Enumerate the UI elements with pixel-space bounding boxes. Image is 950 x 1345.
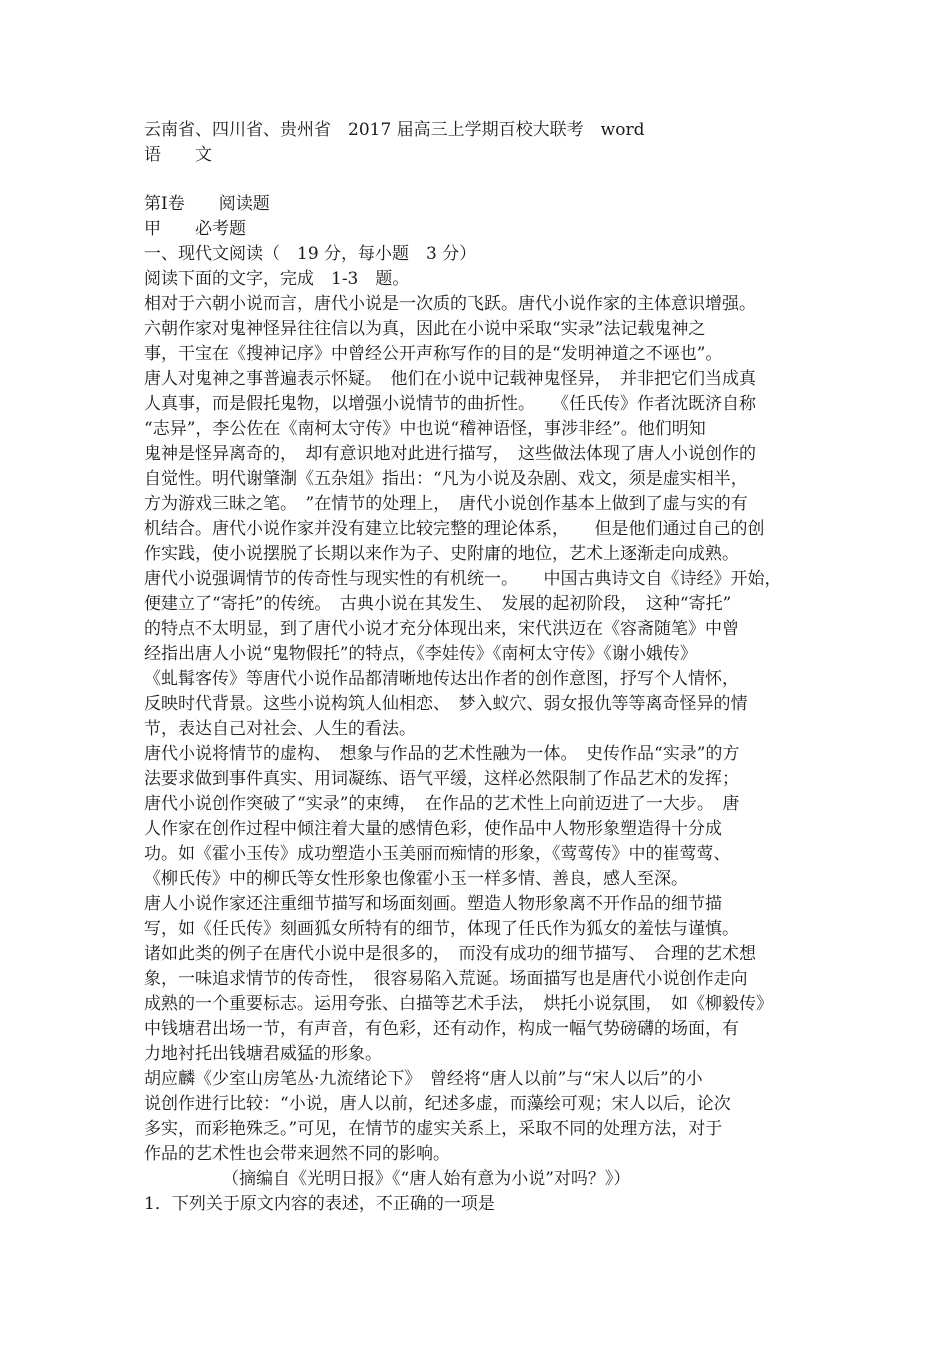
passage-line: 写，如《任氏传》刻画狐女所特有的细节，体现了任氏作为狐女的羞怯与谨慎。 [144,919,739,939]
passage-line: 唐人对鬼神之事普遍表示怀疑。 他们在小说中记载神鬼怪异， 并非把它们当成真 [144,369,756,389]
reading-instruction: 阅读下面的文字，完成 1-3 题。 [144,269,410,289]
volume-heading: 第Ⅰ卷 阅读题 [144,194,270,214]
passage-line: 胡应麟《少室山房笔丛·九流绪论下》 曾经将“唐人以前”与“宋人以后”的小 [144,1069,703,1089]
passage-line: 人真事，而是假托鬼物，以增强小说情节的曲折性。 《任氏传》作者沈既济自称 [144,394,756,414]
passage-line: 成熟的一个重要标志。运用夸张、白描等艺术手法， 烘托小说氛围， 如《柳毅传》 [144,994,773,1014]
passage-line: 《虬髯客传》等唐代小说作品都清晰地传达出作者的创作意图，抒写个人情怀， [144,669,739,689]
question-1-stem: 1．下列关于原文内容的表述，不正确的一项是 [144,1194,495,1214]
passage-line: 事，干宝在《搜神记序》中曾经公开声称写作的目的是“发明神道之不诬也”。 [144,344,723,364]
passage-line: 的特点不太明显，到了唐代小说才充分体现出来，宋代洪迈在《容斋随笔》中曾 [144,619,739,639]
passage-line: 说创作进行比较：“小说，唐人以前，纪述多虚，而藻绘可观；宋人以后，论次 [144,1094,731,1114]
passage-line: 鬼神是怪异离奇的， 却有意识地对此进行描写， 这些做法体现了唐人小说创作的 [144,444,756,464]
passage-line: 唐代小说创作突破了“实录”的束缚， 在作品的艺术性上向前迈进了一大步。 唐 [144,794,740,814]
passage-line: 反映时代背景。这些小说构筑人仙相恋、 梦入蚁穴、弱女报仇等等离奇怪异的情 [144,694,748,714]
passage-line: 法要求做到事件真实、用词凝练、语气平缓，这样必然限制了作品艺术的发挥； [144,769,739,789]
passage-line: 相对于六朝小说而言，唐代小说是一次质的飞跃。唐代小说作家的主体意识增强。 [144,294,756,314]
subject-label: 语 文 [144,145,212,165]
passage-line: 力地衬托出钱塘君威猛的形象。 [144,1044,382,1064]
passage-line: 方为游戏三昧之笔。 ”在情节的处理上， 唐代小说创作基本上做到了虚与实的有 [144,494,748,514]
passage-line: 六朝作家对鬼神怪异往往信以为真，因此在小说中采取“实录”法记载鬼神之 [144,319,706,339]
question-group-heading: 一、现代文阅读（ 19 分，每小题 3 分） [144,244,477,264]
document-title: 云南省、四川省、贵州省 2017 届高三上学期百校大联考 word [144,120,645,140]
passage-line: 《柳氏传》中的柳氏等女性形象也像霍小玉一样多情、善良，感人至深。 [144,869,688,889]
passage-line: 节，表达自己对社会、人生的看法。 [144,719,416,739]
part-heading: 甲 必考题 [144,219,246,239]
passage-line: 功。如《霍小玉传》成功塑造小玉美丽而痴情的形象，《莺莺传》中的崔莺莺、 [144,844,731,864]
passage-line: 经指出唐人小说“鬼物假托”的特点，《李娃传》《南柯太守传》《谢小娥传》 [144,644,697,664]
passage-line: 唐人小说作家还注重细节描写和场面刻画。塑造人物形象离不开作品的细节描 [144,894,722,914]
passage-line: 多实，而彩艳殊乏。”可见，在情节的虚实关系上，采取不同的处理方法，对于 [144,1119,723,1139]
passage-line: 作实践，使小说摆脱了长期以来作为子、史附庸的地位，艺术上逐渐走向成熟。 [144,544,739,564]
passage-line: 唐代小说强调情节的传奇性与现实性的有机统一。 中国古典诗文自《诗经》开始， [144,569,782,589]
passage-line: 诸如此类的例子在唐代小说中是很多的， 而没有成功的细节描写、 合理的艺术想 [144,944,756,964]
passage-source: （摘编自《光明日报》《“唐人始有意为小说”对吗？》） [222,1169,631,1189]
passage-line: 自觉性。明代谢肇淛《五杂俎》指出：“凡为小说及杂剧、戏文，须是虚实相半， [144,469,748,489]
passage-line: 中钱塘君出场一节，有声音，有色彩，还有动作，构成一幅气势磅礴的场面，有 [144,1019,739,1039]
passage-line: 便建立了“寄托”的传统。 古典小说在其发生、 发展的起初阶段， 这种“寄托” [144,594,732,614]
passage-line: 象，一味追求情节的传奇性， 很容易陷入荒诞。场面描写也是唐代小说创作走向 [144,969,748,989]
passage-line: 唐代小说将情节的虚构、 想象与作品的艺术性融为一体。 史传作品“实录”的方 [144,744,740,764]
passage-line: 作品的艺术性也会带来迥然不同的影响。 [144,1144,450,1164]
passage-line: 机结合。唐代小说作家并没有建立比较完整的理论体系， 但是他们通过自己的创 [144,519,765,539]
passage-line: “志异”，李公佐在《南柯太守传》中也说“稽神语怪，事涉非经”。他们明知 [144,419,706,439]
passage-line: 人作家在创作过程中倾注着大量的感情色彩，使作品中人物形象塑造得十分成 [144,819,722,839]
